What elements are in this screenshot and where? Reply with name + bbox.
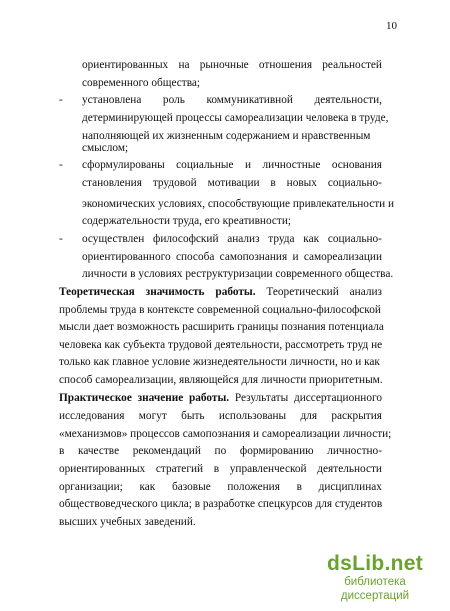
bullet-marker: - [59, 94, 63, 106]
word: социально- [327, 233, 382, 245]
word: деятельности [317, 463, 382, 475]
heading-word: значимость [145, 286, 205, 298]
word: ориентированных [59, 463, 146, 475]
word: исследования [59, 410, 125, 422]
word: в [59, 445, 65, 457]
word: экономических условиях, способствующие привлекательности и [82, 198, 395, 210]
word: рыночные [199, 59, 249, 71]
word: формированию [239, 445, 314, 457]
word: трудовой [152, 177, 197, 189]
word: роль [162, 94, 185, 106]
word: могут [138, 410, 167, 422]
word: ориентированных [82, 59, 169, 71]
heading-word: работы. [189, 392, 230, 404]
word: способ самореализации, являющейся для личности приоритетным. [59, 374, 383, 386]
word: как [139, 481, 156, 493]
word: «механизмов» процессов самопознания и самореализации личности; [59, 428, 392, 440]
word: отношения [258, 59, 313, 71]
heading-word: значение [137, 392, 184, 404]
word: осуществлен [82, 233, 145, 245]
word: дисциплинах [318, 481, 382, 493]
word: в [296, 481, 302, 493]
word: как [303, 233, 320, 245]
bullet-marker: - [59, 233, 63, 245]
heading-word: Практическое [59, 392, 132, 404]
word: мысли дает возможность расширить границы познания потенциала [59, 321, 384, 333]
watermark [310, 553, 440, 603]
word: способа [175, 251, 215, 263]
word: социальные [176, 159, 234, 171]
word: самореализации [303, 251, 382, 263]
word: смыслом; [82, 142, 129, 154]
word: организации; [59, 481, 123, 493]
word: стратегий [155, 463, 204, 475]
word: Результаты [234, 392, 289, 404]
word: личностные [262, 159, 321, 171]
heading-word: Теоретическая [59, 286, 135, 298]
word: социально- [327, 177, 382, 189]
word: мотивации [207, 177, 260, 189]
watermark-logo: dsLib.net [326, 552, 424, 575]
word: философский [153, 233, 219, 245]
word: реальностей [322, 59, 382, 71]
word: становления [82, 177, 142, 189]
word: самопознания [219, 251, 288, 263]
word: в [213, 463, 220, 475]
word: коммуникативной [206, 94, 293, 106]
word: по [214, 445, 227, 457]
page-number: 10 [386, 20, 397, 32]
word: наполняющей их жизненным содержанием и нравственным [82, 130, 371, 142]
word: управленческой [229, 463, 307, 475]
word: ориентированного [82, 251, 171, 263]
word: использованы [218, 410, 287, 422]
word: только как главное условие жизнедеятельности личности, но и как [59, 356, 380, 368]
word: деятельности, [314, 94, 382, 106]
word: положения [227, 481, 280, 493]
word: рекомендаций [132, 445, 201, 457]
word: Теоретический [266, 286, 339, 298]
word: человека как субъекта трудовой деятельности, рассмотреть труд не [59, 339, 383, 351]
word: и [292, 251, 299, 263]
word: основания [331, 159, 382, 171]
watermark-subtitle: библиотека диссертаций [340, 576, 410, 602]
word: качестве [78, 445, 120, 457]
heading-word: работы. [215, 286, 256, 298]
word: анализ [227, 233, 260, 245]
word: современного общества; [82, 77, 201, 89]
word: обществоведческого цикла; в разработке спецкурсов для студентов [59, 498, 383, 510]
word: детерминирующей процессы самореализации человека в труде, [82, 112, 389, 124]
word: высших учебных заведений. [59, 516, 196, 528]
word: и [244, 159, 251, 171]
word: в [270, 177, 276, 189]
word: быть [181, 410, 205, 422]
word: диссертационного [293, 392, 382, 404]
word: личности в условиях реструктуризации современного общества. [82, 268, 394, 280]
word: для [300, 410, 318, 422]
word: анализ [349, 286, 382, 298]
word: базовые [171, 481, 211, 493]
word: на [178, 59, 190, 71]
word: сформулированы [82, 159, 165, 171]
word: новых [286, 177, 317, 189]
word: раскрытия [331, 410, 382, 422]
word: труда [268, 233, 295, 245]
word: установлена [82, 94, 142, 106]
word: содержательности труда, его креативности; [82, 215, 292, 227]
word: проблемы труда в контексте современной социально-философской [59, 304, 381, 316]
word: личностно- [327, 445, 382, 457]
bullet-marker: - [59, 159, 63, 171]
